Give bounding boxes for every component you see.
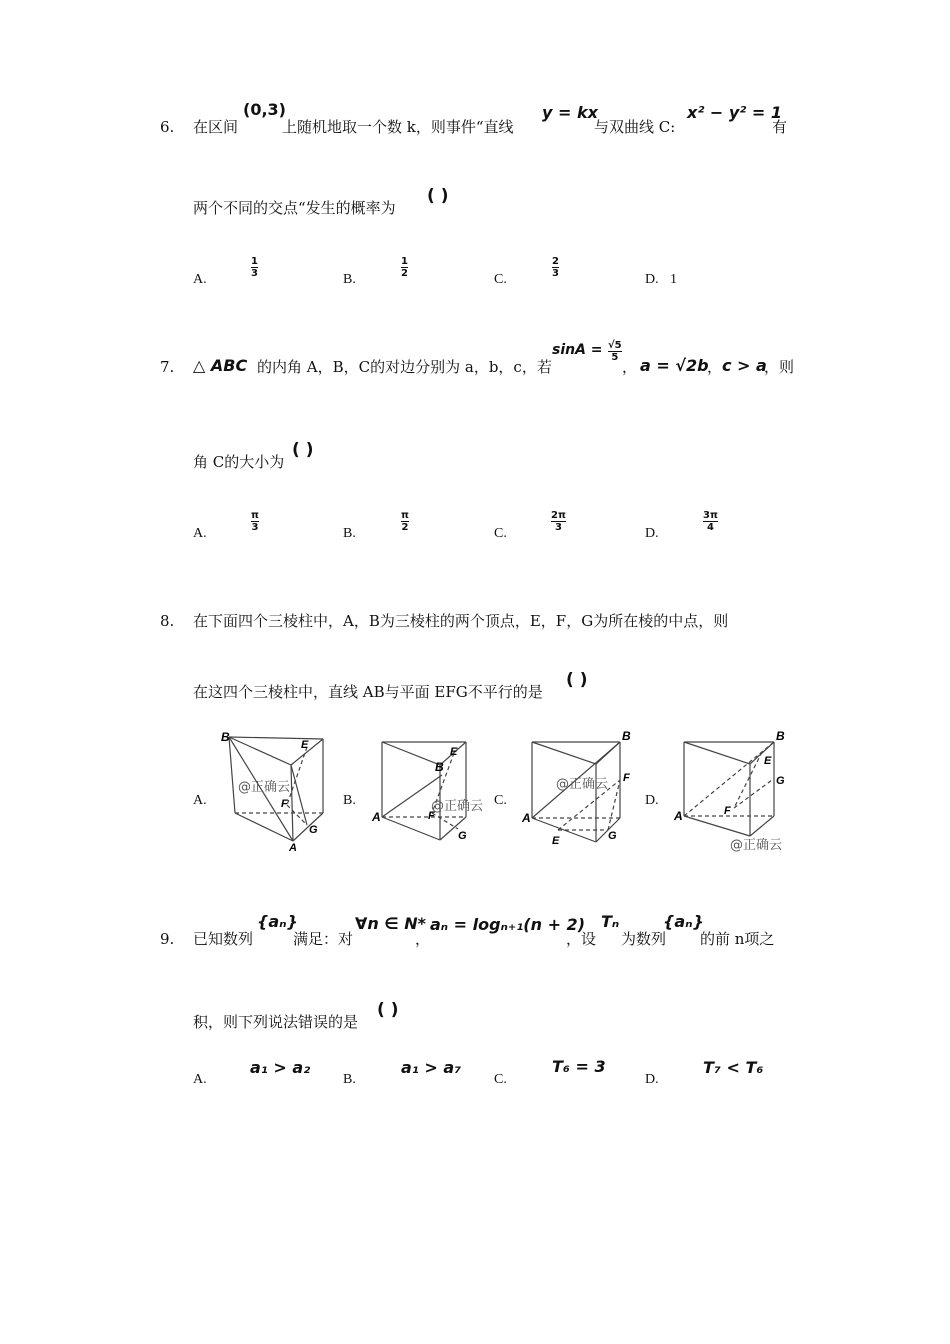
option-label: B. — [343, 1072, 356, 1087]
option-fraction: 2 3 — [552, 256, 559, 279]
question-text: 与双曲线 C: — [594, 118, 676, 136]
vertex-label-g: G — [309, 824, 318, 836]
watermark: @正确云 — [431, 799, 484, 814]
vertex-label-b: B — [435, 760, 444, 774]
question-text: ，则 — [764, 358, 795, 376]
vertex-label-a: A — [674, 809, 683, 823]
option-label: C. — [494, 526, 507, 541]
vertex-label-a: A — [289, 842, 297, 854]
option-fraction: 3π 4 — [703, 510, 718, 533]
question-text: 上随机地取一个数 k，则事件“直线 — [282, 118, 514, 136]
option-label: B. — [343, 526, 356, 541]
option-expr: a₁ > a₇ — [401, 1058, 462, 1077]
question-number: 7. — [160, 358, 175, 376]
punctuation: ， — [622, 358, 638, 376]
vertex-label-g: G — [776, 775, 785, 787]
hyperbola-equation: x² − y² = 1 — [687, 103, 782, 122]
answer-blank: ( ) — [292, 440, 314, 460]
question-number: 9. — [160, 930, 175, 948]
watermark: @正确云 — [238, 780, 291, 795]
option-fraction: 2π 3 — [551, 510, 566, 533]
option-fraction: 1 2 — [401, 256, 408, 279]
sequence-symbol: {aₙ} — [663, 912, 704, 931]
vertex-label-f: F — [724, 805, 731, 817]
question-text: 两个不同的交点“发生的概率为 — [193, 199, 396, 217]
question-text: 在这四个三棱柱中，直线 AB与平面 EFG不平行的是 — [193, 683, 543, 701]
watermark: @正确云 — [730, 838, 783, 853]
option-label: A. — [193, 1072, 207, 1087]
option-label: C. — [494, 793, 507, 808]
option-fraction: 1 3 — [251, 256, 258, 279]
product-symbol: Tₙ — [601, 912, 620, 931]
sequence-formula: aₙ = logₙ₊₁(n + 2) — [430, 915, 585, 934]
vertex-label-e: E — [764, 755, 772, 767]
option-label: D. — [645, 793, 659, 808]
triangle-symbol: △ ABC — [193, 356, 248, 375]
option-expr: T₆ = 3 — [552, 1057, 606, 1076]
option-label: A. — [193, 793, 207, 808]
vertex-label-b: B — [622, 729, 631, 743]
sine-expr: sinA = — [552, 342, 603, 358]
option-label: B. — [343, 272, 356, 287]
option-label: A. — [193, 272, 207, 287]
question-text: 已知数列 — [193, 930, 254, 948]
vertex-label-g: G — [608, 830, 617, 842]
option-value: 1 — [670, 272, 677, 287]
vertex-label-f: F — [281, 798, 288, 810]
answer-blank: ( ) — [427, 186, 449, 206]
sine-fraction: √5 5 — [608, 340, 622, 363]
option-expr: a₁ > a₂ — [250, 1058, 311, 1077]
sequence-symbol: {aₙ} — [257, 912, 298, 931]
vertex-label-b: B — [776, 729, 785, 743]
punctuation: ， — [707, 358, 723, 376]
vertex-label-e: E — [301, 739, 309, 751]
option-fraction: π 3 — [251, 510, 259, 533]
vertex-label-a: A — [372, 810, 381, 824]
question-text: 满足：对 — [293, 930, 354, 948]
watermark: @正确云 — [556, 777, 609, 792]
condition-expr: c > a — [722, 356, 767, 375]
answer-blank: ( ) — [566, 670, 588, 690]
interval-expr: (0,3) — [243, 100, 286, 119]
vertex-label-a: A — [522, 811, 531, 825]
vertex-label-f: F — [428, 810, 435, 822]
option-label: C. — [494, 272, 507, 287]
question-text: 的内角 A，B，C的对边分别为 a，b，c，若 — [257, 358, 552, 376]
prism-figure-b — [370, 735, 485, 850]
option-expr: T₇ < T₆ — [703, 1058, 764, 1077]
vertex-label-g: G — [458, 830, 467, 842]
option-label: D. — [645, 1072, 659, 1087]
question-text: 在下面四个三棱柱中，A，B为三棱柱的两个顶点，E，F，G为所在棱的中点，则 — [193, 612, 729, 630]
question-text: 为数列 — [621, 930, 667, 948]
option-label: D. — [645, 526, 659, 541]
vertex-label-e: E — [552, 835, 560, 847]
question-number: 8. — [160, 612, 175, 630]
vertex-label-e: E — [450, 746, 458, 758]
question-text: ，设 — [566, 930, 597, 948]
punctuation: ， — [415, 930, 431, 948]
prism-figure-d — [672, 728, 787, 843]
question-text: 的前 n项之 — [700, 930, 775, 948]
answer-blank: ( ) — [377, 1000, 399, 1020]
line-equation: y = kx — [542, 103, 598, 122]
option-label: D. — [645, 272, 659, 287]
forall-expr: ∀n ∈ N* — [355, 914, 427, 933]
option-label: A. — [193, 526, 207, 541]
question-text: 积，则下列说法错误的是 — [193, 1013, 359, 1031]
vertex-label-b: B — [221, 730, 230, 744]
question-text: 在区间 — [193, 118, 239, 136]
question-number: 6. — [160, 118, 175, 136]
option-label: B. — [343, 793, 356, 808]
vertex-label-f: F — [623, 772, 630, 784]
question-text: 有 — [772, 118, 788, 136]
question-text: 角 C的大小为 — [193, 453, 285, 471]
option-label: C. — [494, 1072, 507, 1087]
option-fraction: π 2 — [401, 510, 409, 533]
condition-expr: a = √2b — [640, 356, 709, 375]
